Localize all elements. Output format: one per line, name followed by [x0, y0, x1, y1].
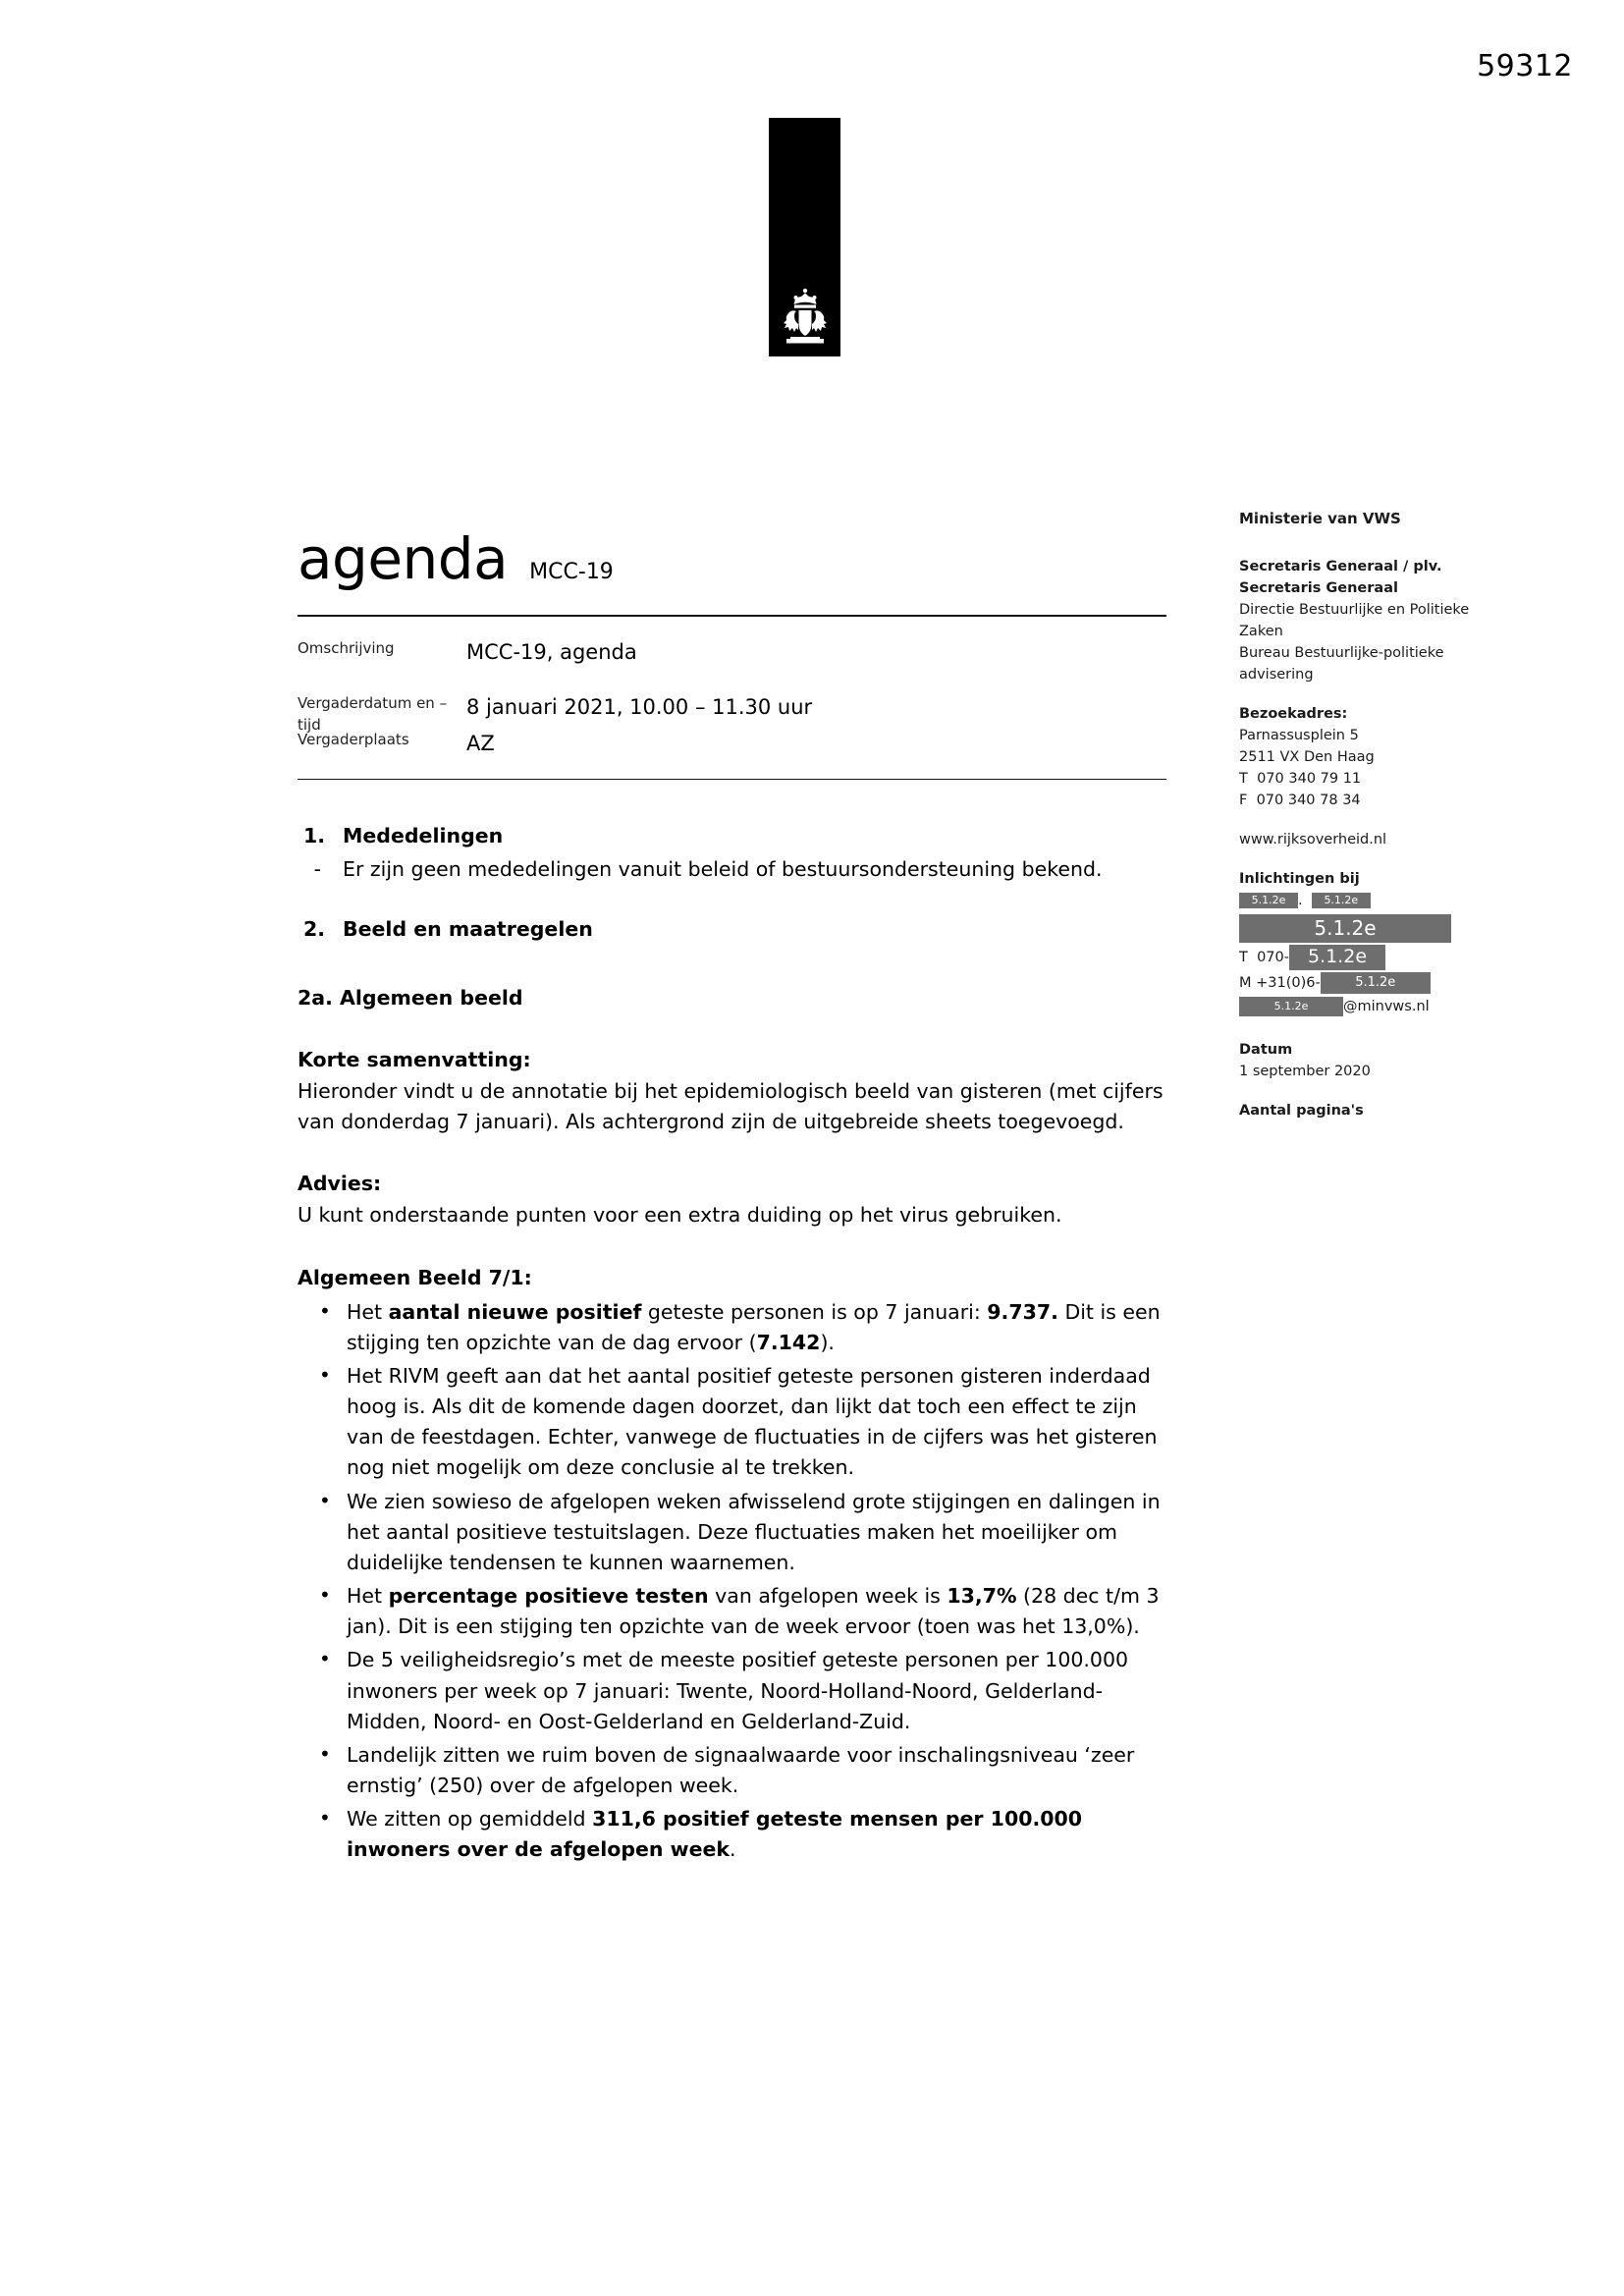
- redacted-names-line: [1239, 890, 1534, 911]
- address-line-1: Parnassusplein 5: [1239, 728, 1359, 744]
- algemeen-beeld-bullets: [298, 1297, 1171, 1866]
- korte-samenvatting-text: Hieronder vindt u de annotatie bij het epidemiologisch beeld van gisteren (met cijfers van donderdag 7 januari). Als achtergrond zijn de uitgebreide sheets toegevoegd.: [298, 1078, 1164, 1134]
- main-column: [298, 525, 1171, 1866]
- agenda-item-1-number: 1.: [302, 824, 325, 848]
- bullet-emphasis: percentage positieve testen: [388, 1584, 709, 1609]
- bullet-item: [298, 1297, 1171, 1358]
- contact-mobile-prefix: +31(0)6-: [1256, 975, 1321, 992]
- bullet-text: Het: [347, 1584, 389, 1609]
- bottom-rule: [298, 779, 1166, 780]
- bullet-text: Het: [347, 1299, 389, 1324]
- phone-label: T: [1239, 771, 1248, 788]
- department-block: [1239, 556, 1534, 685]
- agenda-item-2-number: 2.: [302, 917, 325, 942]
- info-separator: .: [1298, 893, 1303, 909]
- advies-text: U kunt onderstaande punten voor een extra duiding op het virus gebruiken.: [298, 1203, 1062, 1228]
- website-url[interactable]: www.rijksoverheid.nl: [1239, 832, 1387, 848]
- fax-line: [1239, 790, 1534, 811]
- department-line-5: Bureau Bestuurlijke-politieke: [1239, 644, 1444, 661]
- pages-heading: Aantal pagina's: [1239, 1103, 1364, 1120]
- bullet-item: [298, 1804, 1171, 1865]
- document-number: 59312: [1477, 49, 1573, 83]
- meta-label-omschrijving: Omschrijving: [298, 639, 395, 657]
- bullet-text: geteste personen is op 7 januari:: [641, 1299, 988, 1324]
- datum-value: 1 september 2020: [1239, 1064, 1371, 1080]
- bullet-item: [298, 1487, 1171, 1578]
- bullet-text: Dit is een stijging ten opzichte van de dag ervoor (: [347, 1299, 1161, 1354]
- bullet-item: [298, 1645, 1171, 1736]
- department-line-1: Secretaris Generaal / plv.: [1239, 558, 1442, 574]
- redaction-box: 5.1.2e: [1239, 997, 1343, 1016]
- bullet-emphasis: 13,7%: [947, 1584, 1017, 1609]
- meta-label-vergaderdatum: Vergaderdatum en –tijd: [298, 693, 448, 734]
- algemeen-beeld-heading: Algemeen Beeld 7/1:: [298, 1265, 532, 1289]
- bullet-text: Het RIVM geeft aan dat het aantal positief geteste personen gisteren inderdaad hoog is. Als dit de komende dagen doorzet, dan lijkt dat toch een effect te zijn van de feestdagen. Echter, vanwege de fluctuaties in de cijfers was het gisteren nog niet mogelijk om deze conclusie al te trekken.: [347, 1364, 1158, 1480]
- datum-block: [1239, 1039, 1534, 1082]
- agenda-item-1: [298, 821, 1171, 851]
- body-content: [298, 821, 1171, 1865]
- korte-samenvatting-heading: Korte samenvatting:: [298, 1047, 531, 1071]
- bullet-item: [298, 1581, 1171, 1642]
- address-heading: Bezoekadres:: [1239, 705, 1348, 722]
- address-block: [1239, 703, 1534, 811]
- bullet-text: van afgelopen week is: [708, 1584, 947, 1609]
- website-block[interactable]: [1239, 829, 1534, 850]
- redaction-box: 5.1.2e: [1289, 945, 1385, 970]
- meta-value-vergaderdatum: 8 januari 2021, 10.00 – 11.30 uur: [466, 694, 813, 719]
- bullet-text: We zitten op gemiddeld: [347, 1807, 593, 1831]
- bullet-emphasis: 7.142: [756, 1330, 821, 1354]
- agenda-item-2: [298, 914, 1171, 945]
- fax-label: F: [1239, 793, 1248, 809]
- meta-row: [298, 638, 1171, 668]
- bullet-text: Landelijk zitten we ruim boven de signaalwaarde voor inschalingsniveau ‘zeer ernstig’ (250) over de afgelopen week.: [347, 1742, 1135, 1798]
- redacted-role-line: [1239, 911, 1534, 943]
- redaction-box: 5.1.2e: [1312, 893, 1371, 908]
- department-line-4: Zaken: [1239, 623, 1283, 639]
- redaction-box: 5.1.2e: [1239, 914, 1451, 943]
- meta-label-vergaderplaats: Vergaderplaats: [298, 731, 409, 749]
- fax-value: 070 340 78 34: [1256, 793, 1361, 809]
- email-domain: @minvws.nl: [1343, 999, 1430, 1015]
- bullet-text: (28 dec t/m 3 jan). Dit is een stijging ten opzichte van de week ervoor (toen was het 13,0%).: [347, 1584, 1160, 1639]
- ministry-name: Ministerie van VWS: [1239, 510, 1401, 527]
- section-heading-2a: 2a. Algemeen beeld: [298, 985, 523, 1010]
- department-line-6: advisering: [1239, 666, 1314, 683]
- page-subtitle: MCC-19: [529, 560, 614, 584]
- page-title: agenda: [298, 525, 509, 592]
- sidebar: [1239, 508, 1534, 1121]
- agenda-item-1-subitem: [298, 854, 1171, 885]
- phone-line: [1239, 768, 1534, 790]
- government-logo-block: [769, 118, 840, 356]
- info-heading: Inlichtingen bij: [1239, 871, 1360, 888]
- datum-heading: Datum: [1239, 1042, 1293, 1059]
- address-line-2: 2511 VX Den Haag: [1239, 749, 1375, 766]
- contact-phone-line: [1239, 945, 1534, 970]
- bullet-text: We zien sowieso de afgelopen weken afwisselend grote stijgingen en dalingen in het aantal positieve testuitslagen. Deze fluctuaties maken het moeilijker om duidelijke tendensen te kunnen waarnemen.: [347, 1489, 1161, 1574]
- bullet-text: .: [730, 1837, 736, 1862]
- redaction-box: 5.1.2e: [1321, 972, 1431, 994]
- meta-table: [298, 638, 1171, 759]
- bullet-text: ).: [820, 1330, 835, 1354]
- agenda-item-1-title: Mededelingen: [343, 824, 504, 848]
- bullet-emphasis: aantal nieuwe positief: [388, 1299, 642, 1324]
- agenda-item-1-subitem-text: Er zijn geen mededelingen vanuit beleid of bestuursondersteuning bekend.: [343, 857, 1103, 882]
- bullet-item: [298, 1361, 1171, 1484]
- contact-mobile-line: [1239, 972, 1534, 994]
- meta-value-omschrijving: MCC-19, agenda: [466, 640, 637, 664]
- coat-of-arms-icon: [778, 286, 833, 347]
- advies-heading: Advies:: [298, 1172, 382, 1196]
- pages-block: [1239, 1100, 1534, 1121]
- dash-marker: -: [313, 857, 321, 882]
- contact-mobile-label: M: [1239, 975, 1252, 992]
- meta-value-vergaderplaats: AZ: [466, 732, 495, 756]
- contact-email-line: [1239, 996, 1534, 1017]
- agenda-item-2-title: Beeld en maatregelen: [343, 917, 593, 942]
- redaction-box: 5.1.2e: [1239, 893, 1298, 908]
- bullet-emphasis: 311,6 positief geteste mensen per 100.000 inwoners over de afgelopen week: [347, 1807, 1083, 1862]
- contact-phone-label: T: [1239, 950, 1248, 966]
- title-row: [298, 525, 1171, 592]
- phone-value: 070 340 79 11: [1257, 771, 1362, 788]
- contact-phone-prefix: 070-: [1257, 950, 1289, 966]
- bullet-text: De 5 veiligheidsregio’s met de meeste positief geteste personen per 100.000 inwoners per week op 7 januari: Twente, Noord-Holland-Noord, Gelderland-Midden, Noord- en Oost-Gelderland en Gelderland-Zuid.: [347, 1648, 1129, 1733]
- bullet-emphasis: 9.737.: [987, 1299, 1058, 1324]
- bullet-item: [298, 1740, 1171, 1801]
- department-line-3: Directie Bestuurlijke en Politieke: [1239, 601, 1470, 618]
- top-rule: [298, 615, 1166, 617]
- department-line-2: Secretaris Generaal: [1239, 579, 1398, 596]
- info-contact-block: [1239, 868, 1534, 1017]
- meta-row: [298, 730, 1171, 759]
